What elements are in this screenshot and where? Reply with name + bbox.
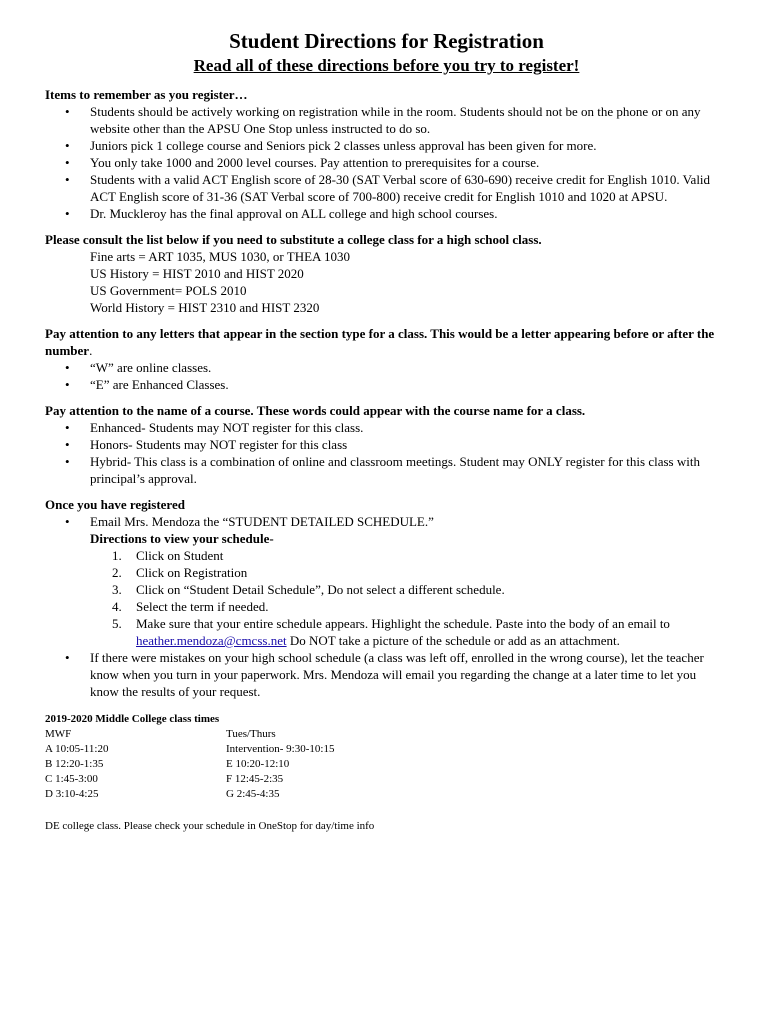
names-list (45, 419, 728, 487)
list-item: • “W” are online classes. (45, 359, 728, 376)
list-item: • Students with a valid ACT English score of 28-30 (SAT Verbal score of 630-690) receive credit for English 1010. Valid ACT English score of 31-36 (SAT Verbal score of 700-800) receive credit for English 1010 and 1020 at APSU. (45, 171, 728, 205)
registered-heading: Once you have registered (45, 497, 185, 512)
list-item: • Juniors pick 1 college course and Seniors pick 2 classes unless approval has been given for more. (45, 137, 728, 154)
list-item: • “E” are Enhanced Classes. (45, 376, 728, 393)
list-item: • Honors- Students may NOT register for this class (45, 436, 728, 453)
substitute-line: World History = HIST 2310 and HIST 2320 (90, 300, 320, 315)
list-item: • Hybrid- This class is a combination of online and classroom meetings. Student may ONLY register for this class with principal’s approval. (45, 453, 728, 487)
time-slot: A 10:05-11:20 (45, 743, 109, 755)
column-header: Tues/Thurs (226, 728, 276, 740)
time-slot: E 10:20-12:10 (226, 758, 290, 770)
items-list (45, 103, 728, 222)
page-subtitle: Read all of these directions before you try to register! (193, 56, 580, 75)
email-link[interactable]: heather.mendoza@cmcss.net (136, 633, 287, 648)
directions-steps (90, 547, 728, 649)
registered-list (45, 513, 728, 700)
tues-thurs-column (226, 727, 407, 802)
page-title: Student Directions for Registration (229, 29, 544, 53)
class-times-title: 2019-2020 Middle College class times (45, 713, 220, 725)
email-instruction: • Email Mrs. Mendoza the “STUDENT DETAILED SCHEDULE.” (90, 514, 434, 529)
step-item: 3. Click on “Student Detail Schedule”, Do not select a different schedule. (112, 582, 505, 597)
list-item: • Students should be actively working on registration while in the room. Students should not be on the phone or on any website other than the APSU One Stop unless instructed to do so. (45, 103, 728, 137)
time-slot: D 3:10-4:25 (45, 788, 99, 800)
time-slot: G 2:45-4:35 (226, 788, 280, 800)
step-item: 2. Click on Registration (112, 565, 248, 580)
list-item: • Dr. Muckleroy has the final approval on ALL college and high school courses. (45, 205, 728, 222)
class-times-table (45, 727, 728, 802)
time-slot: Intervention- 9:30-10:15 (226, 743, 335, 755)
letters-heading: Pay attention to any letters that appear in the section type for a class. This would be a letter appearing before or after the number. (45, 326, 715, 358)
column-header: MWF (45, 728, 72, 740)
substitute-line: US History = HIST 2010 and HIST 2020 (90, 266, 304, 281)
substitute-list (45, 248, 728, 316)
names-heading: Pay attention to the name of a course. These words could appear with the course name for a class. (45, 403, 586, 418)
list-item: • Enhanced- Students may NOT register for this class. (45, 419, 728, 436)
mwf-column (45, 727, 226, 802)
time-slot: C 1:45-3:00 (45, 773, 98, 785)
items-heading: Items to remember as you register… (45, 87, 248, 102)
time-slot: F 12:45-2:35 (226, 773, 284, 785)
list-item (45, 513, 728, 649)
list-item: • You only take 1000 and 2000 level courses. Pay attention to prerequisites for a course. (45, 154, 728, 171)
substitute-line: Fine arts = ART 1035, MUS 1030, or THEA 1030 (90, 249, 350, 264)
time-slot: B 12:20-1:35 (45, 758, 104, 770)
list-item: • If there were mistakes on your high school schedule (a class was left off, enrolled in the wrong course), let the teacher know when you turn in your paperwork. Mrs. Mendoza will email you regarding the change at a later time to let you know the results of your request. (45, 649, 728, 700)
step-item: 1. Click on Student (112, 548, 224, 563)
step-item: 5. Make sure that your entire schedule appears. Highlight the schedule. Paste into the body of an email to heather.mendoza@cmcss.net Do NOT take a picture of the schedule or add as an attachment. (112, 616, 670, 648)
letters-list (45, 359, 728, 393)
directions-heading: Directions to view your schedule- (90, 531, 274, 546)
substitute-heading: Please consult the list below if you need to substitute a college class for a high school class. (45, 232, 542, 247)
footer-note: DE college class. Please check your schedule in OneStop for day/time info (45, 820, 375, 832)
substitute-line: US Government= POLS 2010 (90, 283, 247, 298)
step-item: 4. Select the term if needed. (112, 599, 269, 614)
